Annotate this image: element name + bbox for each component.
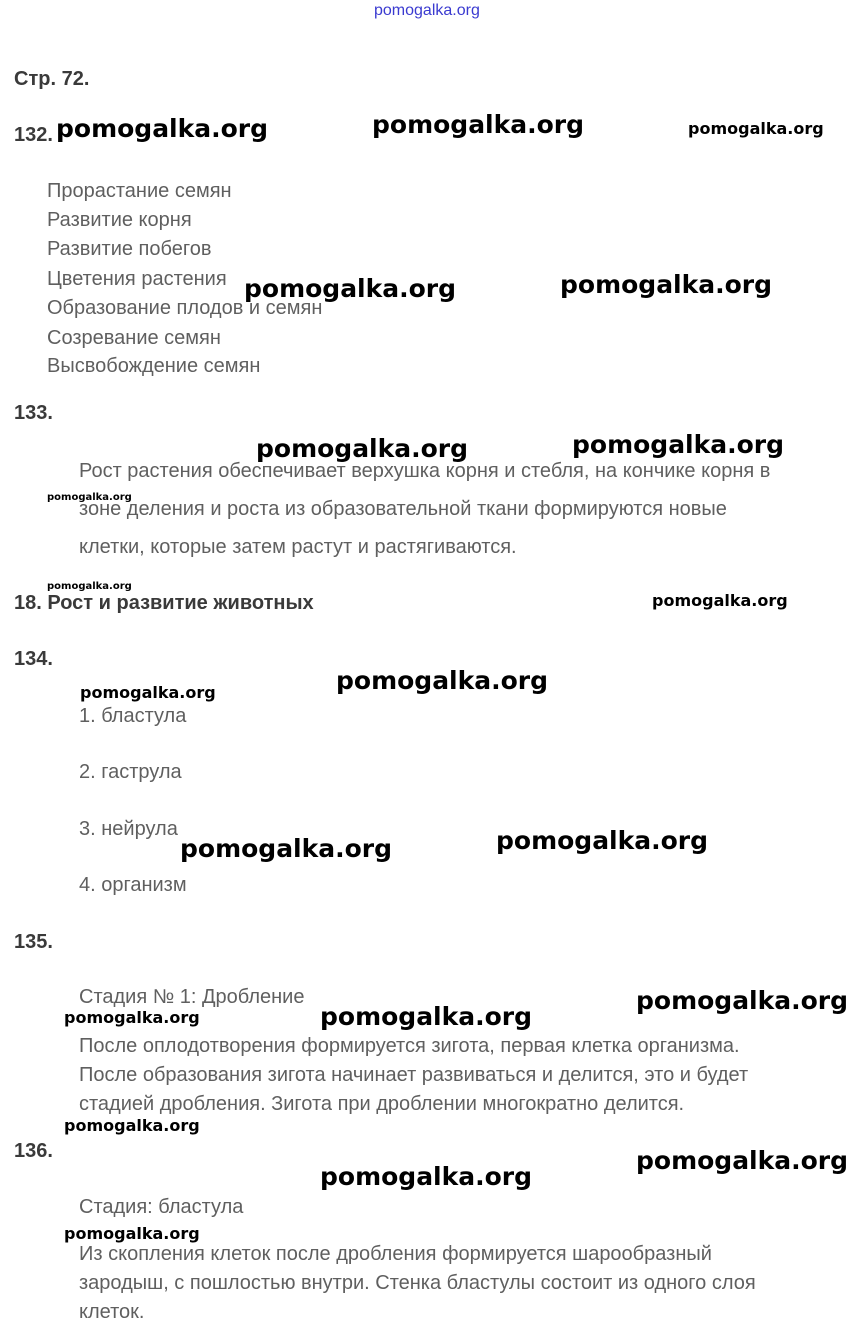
watermark: pomogalka.org: [320, 1162, 533, 1191]
list-item: 2. гаструла: [79, 761, 182, 783]
paragraph-line: После оплодотворения формируется зигота, первая клетка организма.: [79, 1035, 740, 1057]
list-item: Развитие побегов: [47, 238, 212, 260]
question-133-number: 133.: [14, 402, 53, 424]
paragraph-line: зоне деления и роста из образовательной ткани формируются новые: [79, 498, 727, 520]
watermark: pomogalka.org: [47, 581, 132, 592]
watermark: pomogalka.org: [372, 110, 585, 139]
list-item: 4. организм: [79, 874, 187, 896]
paragraph-line: Из скопления клеток после дробления формируется шарообразный: [79, 1243, 712, 1265]
paragraph-line: клеток.: [79, 1301, 145, 1323]
watermark: pomogalka.org: [688, 119, 824, 138]
list-item: Созревание семян: [47, 327, 221, 349]
paragraph-line: клетки, которые затем растут и растягиваются.: [79, 536, 517, 558]
watermark: pomogalka.org: [572, 430, 785, 459]
top-watermark: pomogalka.org: [374, 2, 480, 19]
paragraph-line: После образования зигота начинает развиваться и делится, это и будет: [79, 1064, 749, 1086]
stage-label: Стадия № 1: Дробление: [79, 986, 305, 1008]
list-item: 1. бластула: [79, 705, 187, 727]
watermark: pomogalka.org: [256, 434, 469, 463]
watermark: pomogalka.org: [80, 683, 216, 702]
question-132-number: 132.: [14, 124, 53, 146]
paragraph-line: стадией дробления. Зигота при дроблении многократно делится.: [79, 1093, 685, 1115]
watermark: pomogalka.org: [180, 834, 393, 863]
page-label: Стр. 72.: [14, 68, 90, 90]
watermark: pomogalka.org: [320, 1002, 533, 1031]
watermark: pomogalka.org: [64, 1224, 200, 1243]
watermark: pomogalka.org: [64, 1008, 200, 1027]
watermark: pomogalka.org: [636, 986, 849, 1015]
watermark: pomogalka.org: [636, 1146, 849, 1175]
section-heading: 18. Рост и развитие животных: [14, 592, 314, 614]
list-item: Развитие корня: [47, 209, 192, 231]
list-item: Высвобождение семян: [47, 355, 261, 377]
watermark: pomogalka.org: [47, 492, 132, 503]
watermark: pomogalka.org: [652, 591, 788, 610]
question-134-number: 134.: [14, 648, 53, 670]
question-135-number: 135.: [14, 931, 53, 953]
watermark: pomogalka.org: [64, 1116, 200, 1135]
list-item: Образование плодов и семян: [47, 297, 323, 319]
paragraph-line: зародыш, с пошлостью внутри. Стенка бластулы состоит из одного слоя: [79, 1272, 756, 1294]
list-item: Прорастание семян: [47, 180, 232, 202]
paragraph-line: Рост растения обеспечивает верхушка корня и стебля, на кончике корня в: [79, 460, 771, 482]
list-item: Цветения растения: [47, 268, 227, 290]
list-item: 3. нейрула: [79, 818, 178, 840]
stage-label: Стадия: бластула: [79, 1196, 244, 1218]
watermark: pomogalka.org: [336, 666, 549, 695]
watermark: pomogalka.org: [56, 114, 269, 143]
watermark: pomogalka.org: [244, 274, 457, 303]
question-136-number: 136.: [14, 1140, 53, 1162]
watermark: pomogalka.org: [496, 826, 709, 855]
watermark: pomogalka.org: [560, 270, 773, 299]
